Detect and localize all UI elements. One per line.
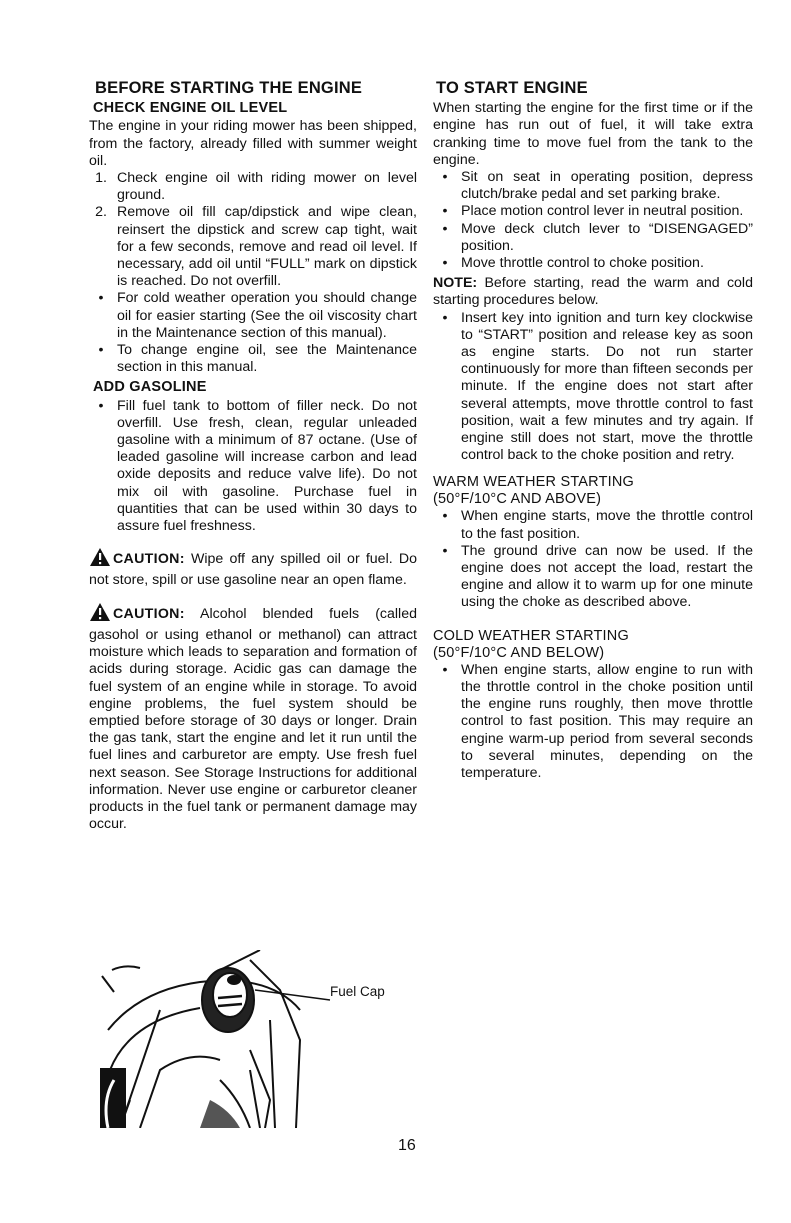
section-title: BEFORE STARTING THE ENGINE [95, 79, 363, 97]
warm-heading-line2: (50°F/10°C AND ABOVE) [433, 491, 602, 508]
list-item-text: When engine starts, move the throttle control to the fast position. [461, 508, 753, 542]
note-paragraph [433, 275, 753, 309]
list-item [433, 169, 753, 203]
list-item [433, 255, 753, 272]
warm-heading-line1: WARM WEATHER STARTING [433, 474, 635, 491]
list-item-text: To change engine oil, see the Maintenance section in this manual. [117, 342, 417, 376]
bullet-marker: • [442, 169, 448, 186]
list-item [433, 543, 753, 612]
list-item-text: Check engine oil with riding mower on level ground. [117, 170, 417, 204]
list-marker: 2. [95, 204, 107, 221]
bullet-marker: • [442, 508, 448, 525]
page-number: 16 [398, 1137, 416, 1154]
caution-text: Wipe off any spilled oil or fuel. Do not store, spill or use gasoline near an open flame. [89, 551, 417, 589]
list-item [89, 170, 417, 204]
list-item [89, 290, 417, 342]
list-item [89, 204, 417, 290]
list-item [433, 221, 753, 255]
list-item-text: Remove oil fill cap/dipstick and wipe clean, reinsert the dipstick and screw cap tight, wait for a few seconds, remove and read oil level. If necessary, add oil until “FULL” mark on dipstick is reached. Do not overfill. [117, 204, 417, 290]
bullet-marker: • [442, 203, 448, 220]
warm-weather-list [433, 508, 753, 611]
fuel-cap-label: Fuel Cap [330, 984, 385, 999]
list-item-text: Sit on seat in operating position, depress clutch/brake pedal and set parking brake. [461, 169, 753, 203]
list-item-text: Fill fuel tank to bottom of filler neck. Do not overfill. Use fresh, clean, regular unleaded gasoline with a minimum of 87 octane. (Use of leaded gasoline will increase carbon and lead oxide deposits and reduce valve life). Do not mix oil with gasoline. Purchase fuel in quantities that can be used within 30 days to assure fuel freshness. [117, 397, 417, 535]
list-marker: 1. [95, 170, 107, 187]
list-item [89, 342, 417, 376]
fuel-cap-illustration [100, 950, 400, 1128]
list-item [433, 662, 753, 782]
list-item-text: The ground drive can now be used. If the engine does not accept the load, restart the engine and allow it to warm up for one minute using the choke as described above. [461, 542, 753, 611]
warning-triangle-icon [89, 547, 111, 572]
start-engine-title: TO START ENGINE [436, 79, 588, 97]
note-label: NOTE: [433, 275, 478, 292]
warm-weather-heading [433, 474, 753, 508]
list-item-text: Move throttle control to choke position. [461, 255, 704, 272]
gasoline-list [89, 398, 417, 536]
cold-heading-line1: COLD WEATHER STARTING [433, 627, 629, 644]
list-item [433, 203, 753, 220]
warning-triangle-icon [89, 602, 111, 627]
list-item-text: Place motion control lever in neutral position. [461, 203, 744, 220]
cold-heading-line2: (50°F/10°C AND BELOW) [433, 644, 605, 661]
caution-text: Alcohol blended fuels (called gasohol or using ethanol or methanol) can attract moisture which leads to separation and formation of acids during storage. Acidic gas can damage the fuel system of an engine while in storage. To avoid engine problems, the fuel system should be emptied before storage of 30 days or longer. Drain the gas tank, start the engine and let it run until the fuel lines and carburetor are empty. Use fresh fuel next season. See Storage Instructions for additional information. Never use engine or carburetor cleaner products in the fuel tank or permanent damage may occur. [89, 605, 417, 833]
bullet-marker: • [98, 342, 104, 359]
caution-label: CAUTION: [113, 605, 185, 622]
list-item [433, 508, 753, 542]
list-item-text: Insert key into ignition and turn key clockwise to “START” position and release key as soon as engine starts. Do not run starter continuously for more than fifteen seconds per minute. If the engine does not start after several attempts, move throttle control to fast position, wait a few minutes and try again. If engine still does not start, move the throttle control back to the choke position and retry. [461, 309, 753, 464]
fuel-cap-drawing [100, 950, 400, 1128]
bullet-marker: • [442, 255, 448, 272]
gasoline-heading: ADD GASOLINE [93, 379, 207, 396]
list-item-text: When engine starts, allow engine to run with the throttle control in the choke position until the engine runs roughly, then move throttle control to fast position. This may require an engine warm-up period from several seconds to several minutes, depending on the temperature. [461, 661, 753, 781]
bullet-marker: • [442, 309, 448, 326]
bullet-marker: • [442, 661, 448, 678]
list-item [89, 398, 417, 536]
oil-heading: CHECK ENGINE OIL LEVEL [93, 100, 288, 117]
caution-label: CAUTION: [113, 551, 185, 568]
caution-alcohol-fuels [89, 602, 417, 834]
bullet-marker: • [442, 542, 448, 559]
cold-weather-list [433, 662, 753, 782]
list-item-text: For cold weather operation you should change oil for easier starting (See the oil viscosity chart in the Maintenance section of this manual). [117, 290, 417, 341]
list-item-text: Move deck clutch lever to “DISENGAGED” position. [461, 220, 753, 254]
oil-intro: The engine in your riding mower has been shipped, from the factory, already filled with summer weight oil. [89, 118, 417, 169]
bullet-marker: • [98, 290, 104, 307]
start-steps-list [433, 169, 753, 272]
left-column [89, 80, 417, 833]
ignition-list [433, 310, 753, 465]
note-text: Before starting, read the warm and cold starting procedures below. [433, 275, 753, 309]
bullet-marker: • [442, 220, 448, 237]
bullet-marker: • [98, 397, 104, 414]
caution-spill [89, 547, 417, 589]
oil-list [89, 170, 417, 376]
list-item [433, 310, 753, 465]
right-column [433, 80, 753, 782]
start-intro: When starting the engine for the first time or if the engine has run out of fuel, it will take extra cranking time to move fuel from the tank to the engine. [433, 100, 753, 168]
cold-weather-heading [433, 628, 753, 662]
